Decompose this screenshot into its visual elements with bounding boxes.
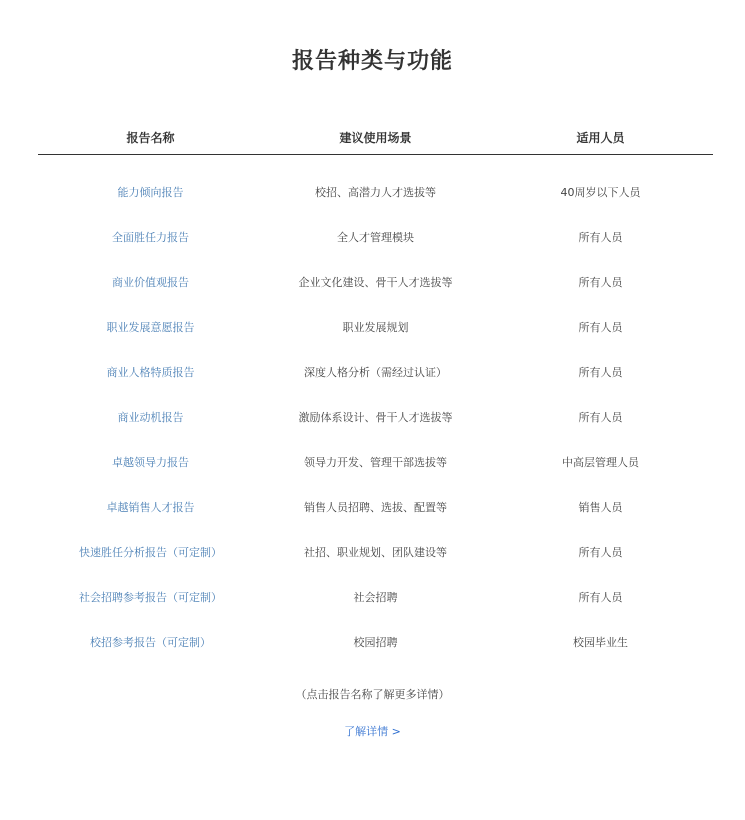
audience-cell: 所有人员: [578, 545, 623, 559]
scenario-cell: 企业文化建设、骨干人才选拔等: [298, 275, 453, 289]
report-table: [38, 120, 713, 664]
table-row: [38, 619, 713, 664]
report-name-link[interactable]: 能力倾向报告: [117, 185, 184, 199]
scenario-cell: 社招、职业规划、团队建设等: [304, 545, 447, 559]
report-name-link[interactable]: 全面胜任力报告: [112, 230, 189, 244]
scenario-cell: 职业发展规划: [342, 320, 409, 334]
audience-cell: 所有人员: [578, 320, 623, 334]
audience-cell: 中高层管理人员: [562, 455, 639, 469]
table-row: [38, 214, 713, 259]
report-name-link[interactable]: 商业人格特质报告: [106, 365, 195, 379]
table-body: [38, 155, 713, 664]
audience-cell: 销售人员: [578, 500, 623, 514]
audience-cell: 所有人员: [578, 590, 623, 604]
scenario-cell: 全人才管理模块: [337, 230, 414, 244]
scenario-cell: 领导力开发、管理干部选拔等: [304, 455, 447, 469]
click-hint-note: （点击报告名称了解更多详情）: [295, 688, 450, 701]
report-name-link[interactable]: 卓越销售人才报告: [106, 500, 195, 514]
scenario-cell: 社会招聘: [353, 590, 398, 604]
table-row: [38, 574, 713, 619]
table-row: [38, 394, 713, 439]
report-name-link[interactable]: 卓越领导力报告: [112, 455, 189, 469]
scenario-cell: 校招、高潜力人才选拔等: [315, 185, 436, 199]
header-audience: 适用人员: [576, 130, 625, 145]
page-title: 报告种类与功能: [291, 49, 453, 74]
report-name-link[interactable]: 快速胜任分析报告（可定制）: [79, 545, 222, 559]
table-row: [38, 529, 713, 574]
scenario-cell: 深度人格分析（需经过认证）: [304, 365, 447, 379]
report-name-link[interactable]: 职业发展意愿报告: [106, 320, 195, 334]
table-row: [38, 484, 713, 529]
table-row: [38, 439, 713, 484]
audience-cell: 所有人员: [578, 365, 623, 379]
report-name-link[interactable]: 商业动机报告: [117, 410, 184, 424]
table-header: [38, 120, 713, 155]
header-scenario: 建议使用场景: [339, 130, 412, 145]
learn-more-link[interactable]: 了解详情 >: [344, 725, 401, 738]
header-report-name: 报告名称: [126, 130, 175, 145]
audience-cell: 所有人员: [578, 275, 623, 289]
audience-cell: 所有人员: [578, 230, 623, 244]
table-row: [38, 304, 713, 349]
audience-cell: 校园毕业生: [573, 635, 628, 649]
report-name-link[interactable]: 校招参考报告（可定制）: [90, 635, 211, 649]
table-row: [38, 169, 713, 214]
audience-cell: 40周岁以下人员: [560, 185, 641, 199]
table-row: [38, 259, 713, 304]
scenario-cell: 校园招聘: [353, 635, 398, 649]
scenario-cell: 激励体系设计、骨干人才选拔等: [298, 410, 453, 424]
scenario-cell: 销售人员招聘、选拔、配置等: [304, 500, 447, 514]
audience-cell: 所有人员: [578, 410, 623, 424]
table-row: [38, 349, 713, 394]
report-name-link[interactable]: 商业价值观报告: [112, 275, 189, 289]
report-name-link[interactable]: 社会招聘参考报告（可定制）: [79, 590, 222, 604]
